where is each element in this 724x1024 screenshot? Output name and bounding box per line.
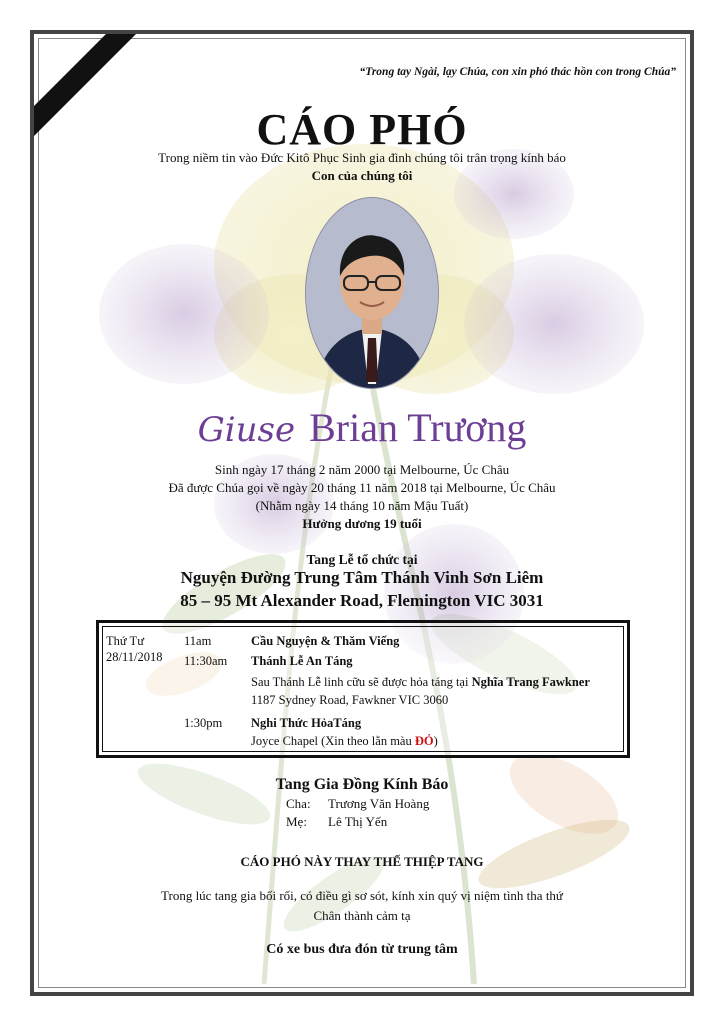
funeral-venue: Nguyện Đường Trung Tâm Thánh Vinh Sơn Liêm (180, 568, 544, 587)
father-name: Trương Văn Hoàng (328, 796, 430, 811)
schedule-day: Thứ Tư (106, 634, 144, 648)
schedule-table (96, 620, 630, 758)
event-time: 1:30pm (184, 716, 223, 730)
event-time: 11am (184, 634, 212, 648)
event-time: 11:30am (184, 654, 228, 668)
event-note-text: Sau Thánh Lễ linh cữu sẽ được hỏa táng tại (251, 675, 472, 689)
intro-text: Trong niềm tin vào Đức Kitô Phục Sinh gia đình chúng tôi trân trọng kính báo (158, 150, 566, 165)
family-heading: Tang Gia Đồng Kính Báo (275, 776, 449, 793)
portrait-photo (306, 198, 438, 388)
deceased-portrait (305, 197, 439, 389)
event-title: Thánh Lễ An Táng (251, 654, 353, 668)
birth-info: Sinh ngày 17 tháng 2 năm 2000 tại Melbourne, Úc Châu (214, 462, 510, 477)
thanks-text: Chân thành cảm tạ (313, 908, 411, 923)
funeral-address: 85 – 95 Mt Alexander Road, Flemington VIC 3031 (180, 591, 544, 610)
color-word: ĐỎ (414, 734, 434, 748)
obituary-frame (30, 30, 694, 996)
mother-name: Lê Thị Yến (328, 814, 388, 829)
bus-notice: Có xe bus đưa đón từ trung tâm (266, 942, 458, 957)
schedule-date: 28/11/2018 (106, 650, 163, 664)
event-note (251, 733, 438, 749)
saint-name: Giuse (197, 410, 296, 450)
event-title: Cầu Nguyện & Thăm Viếng (251, 634, 400, 648)
full-name: Brian Trương (309, 405, 527, 450)
event-note-text: Joyce Chapel (Xin theo lằn màu (251, 734, 415, 748)
schedule-inner-border (102, 626, 624, 752)
cemetery-name: Nghĩa Trang Fawkner (471, 675, 590, 689)
prayer-quote: “Trong tay Ngài, lạy Chúa, con xin phó thác hồn con trong Chúa” (359, 66, 676, 78)
mother-label: Mẹ: (286, 814, 307, 829)
cemetery-address: 1187 Sydney Road, Fawkner VIC 3060 (251, 693, 449, 707)
page-title: CÁO PHÓ (256, 105, 468, 154)
father-line (286, 796, 429, 812)
age-info: Hưởng dương 19 tuổi (302, 516, 422, 531)
funeral-held-label: Tang Lễ tổ chức tại (306, 552, 418, 567)
replacement-notice: CÁO PHÓ NÀY THAY THẾ THIỆP TANG (240, 854, 484, 869)
mother-line (286, 814, 387, 830)
father-label: Cha: (286, 796, 311, 811)
death-info: Đã được Chúa gọi về ngày 20 tháng 11 năm 2018 tại Melbourne, Úc Châu (168, 480, 556, 495)
deceased-name (34, 404, 690, 451)
event-note (251, 674, 590, 690)
event-title: Nghi Thức HỏaTáng (251, 716, 362, 730)
apology-text: Trong lúc tang gia bối rối, có điều gì sơ sót, kính xin quý vị niệm tình tha thứ (161, 888, 563, 903)
event-note-suffix: ) (433, 734, 438, 748)
lunar-date: (Nhằm ngày 14 tháng 10 năm Mậu Tuất) (255, 498, 469, 513)
relation-text: Con của chúng tôi (311, 168, 413, 183)
